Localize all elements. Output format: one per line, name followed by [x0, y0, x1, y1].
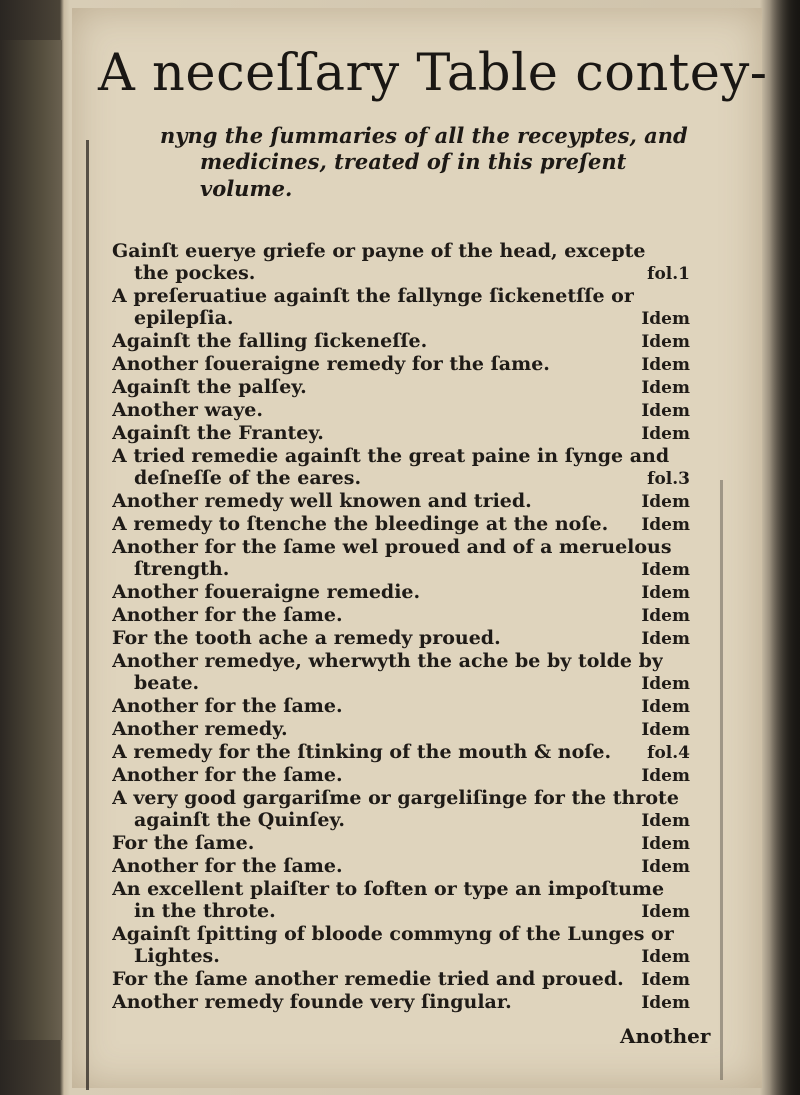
table-row [112, 604, 690, 627]
entry-folio-reference: fol.1 [647, 264, 690, 284]
table-row [112, 878, 690, 900]
entry-text: A preſeruatiue againſt the fallynge ſickenetſſe or [112, 285, 634, 307]
entry-folio-reference: Idem [641, 970, 690, 990]
entry-folio-reference: Idem [641, 720, 690, 740]
entry-text: againſt the Quinſey. [134, 809, 345, 831]
entry-folio-reference: Idem [641, 674, 690, 694]
entry-folio-reference: fol.4 [647, 743, 690, 763]
entry-text: A tried remedie againſt the great paine in ſynge and [112, 445, 670, 467]
table-row [112, 695, 690, 718]
table-row [112, 422, 690, 445]
entry-folio-reference: Idem [641, 629, 690, 649]
entry-folio-reference: Idem [641, 697, 690, 717]
entry-text: Againſt the falling ſickeneſſe. [112, 330, 428, 352]
entry-text: Another remedy founde very ſingular. [112, 991, 512, 1013]
table-row [112, 809, 690, 832]
table-row [112, 741, 690, 764]
entry-text: Againſt the Frantey. [112, 422, 324, 444]
table-row [112, 787, 690, 809]
entry-text: For the ſame. [112, 832, 255, 854]
table-row [112, 581, 690, 604]
catchword: Another [620, 1024, 711, 1048]
entry-text: Another remedye, wherwyth the ache be by tolde by [112, 650, 663, 672]
page-title: A neceſſary Table contey- [98, 44, 768, 103]
entry-text: ſtrength. [134, 558, 230, 580]
page-edge-shadow [770, 0, 800, 1095]
table-row [112, 991, 690, 1014]
table-row [112, 923, 690, 945]
table-row [112, 376, 690, 399]
table-row [112, 900, 690, 923]
entry-text: Another remedy. [112, 718, 288, 740]
entry-folio-reference: Idem [641, 606, 690, 626]
table-row [112, 490, 690, 513]
table-row [112, 855, 690, 878]
table-row [112, 558, 690, 581]
entry-folio-reference: Idem [641, 811, 690, 831]
table-row [112, 627, 690, 650]
table-of-contents [112, 240, 690, 1014]
entry-text: Another ſoueraigne remedy for the ſame. [112, 353, 550, 375]
entry-text: Another for the ſame. [112, 855, 343, 877]
subtitle-line-3: volume. [200, 176, 293, 201]
entry-text: in the throte. [134, 900, 276, 922]
subtitle-line-1: nyng the ſummaries of all the receyptes, and [160, 123, 688, 148]
entry-text: Another for the ſame. [112, 764, 343, 786]
entry-folio-reference: Idem [641, 332, 690, 352]
adjacent-page-edge [0, 40, 62, 1040]
table-row [112, 650, 690, 672]
entry-folio-reference: Idem [641, 993, 690, 1013]
entry-text: Another remedy well knowen and tried. [112, 490, 532, 512]
entry-folio-reference: Idem [641, 766, 690, 786]
table-row [112, 718, 690, 741]
entry-folio-reference: Idem [641, 834, 690, 854]
table-row [112, 672, 690, 695]
entry-text: For the tooth ache a remedy proued. [112, 627, 501, 649]
table-row [112, 330, 690, 353]
entry-folio-reference: Idem [641, 947, 690, 967]
entry-text: Againſt the palſey. [112, 376, 307, 398]
entry-folio-reference: fol.3 [647, 469, 690, 489]
entry-text: Another for the ſame wel proued and of a meruelous [112, 536, 672, 558]
entry-folio-reference: Idem [641, 583, 690, 603]
entry-folio-reference: Idem [641, 378, 690, 398]
table-row [112, 285, 690, 307]
table-row [112, 968, 690, 991]
table-row [112, 240, 690, 262]
entry-folio-reference: Idem [641, 424, 690, 444]
entry-text: Gainſt euerye griefe or payne of the head, excepte [112, 240, 646, 262]
table-row [112, 467, 690, 490]
table-row [112, 353, 690, 376]
table-row [112, 399, 690, 422]
entry-folio-reference: Idem [641, 560, 690, 580]
entry-text: A very good gargariſme or gargeliſinge for the throte [112, 787, 679, 809]
table-row [112, 536, 690, 558]
entry-text: beate. [134, 672, 200, 694]
table-row [112, 945, 690, 968]
entry-folio-reference: Idem [641, 857, 690, 877]
page-gutter-line [86, 140, 89, 1090]
subtitle-line-2: medicines, treated of in this preſent [200, 149, 627, 174]
table-row [112, 764, 690, 787]
entry-text: deſneſſe of the eares. [134, 467, 362, 489]
entry-folio-reference: Idem [641, 401, 690, 421]
entry-text: A remedy to ſtenche the bleedinge at the noſe. [112, 513, 609, 535]
entry-text: Another waye. [112, 399, 263, 421]
entry-text: Lightes. [134, 945, 220, 967]
entry-text: For the ſame another remedie tried and proued. [112, 968, 624, 990]
entry-text: Againſt ſpitting of bloode commyng of the Lunges or [112, 923, 674, 945]
entry-text: An excellent plaiſter to ſoften or type an impoſtume [112, 878, 665, 900]
entry-folio-reference: Idem [641, 309, 690, 329]
page-crease-line [720, 480, 723, 1080]
entry-text: the pockes. [134, 262, 256, 284]
table-row [112, 445, 690, 467]
entry-text: epilepſia. [134, 307, 234, 329]
entry-text: A remedy for the ſtinking of the mouth & noſe. [112, 741, 612, 763]
table-row [112, 832, 690, 855]
table-row [112, 262, 690, 285]
entry-text: Another foueraigne remedie. [112, 581, 421, 603]
entry-folio-reference: Idem [641, 515, 690, 535]
entry-folio-reference: Idem [641, 355, 690, 375]
entry-text: Another for the ſame. [112, 604, 343, 626]
table-row [112, 307, 690, 330]
entry-folio-reference: Idem [641, 902, 690, 922]
entry-text: Another for the ſame. [112, 695, 343, 717]
table-row [112, 513, 690, 536]
entry-folio-reference: Idem [641, 492, 690, 512]
